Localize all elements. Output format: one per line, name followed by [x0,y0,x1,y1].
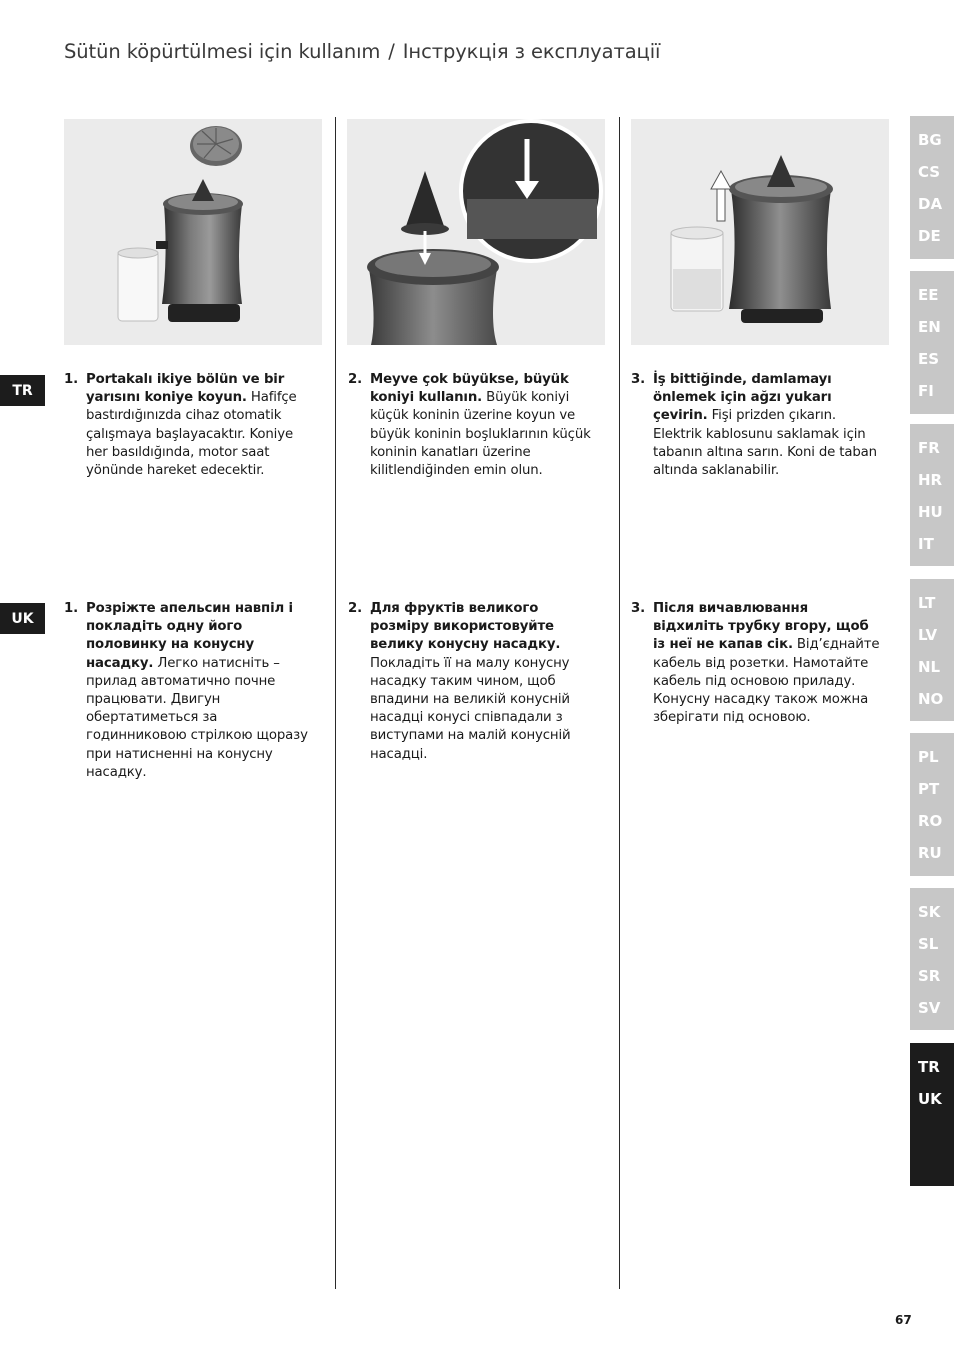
step1-image [64,119,322,345]
step-text: Легко натисніть – прилад автоматично почне працювати. Двигун обертатиметься за годинниковою стрілкою щоразу при натисненні на конусну насадку. [86,655,308,780]
step-number: 1. [64,372,79,387]
step-text: Büyük koniyi küçük koninin üzerine koyun ve büyük koninin boşluklarının küçük koninin kanatları üzerine kilitlendiğinden emin olun. [370,390,591,479]
language-tab-lv[interactable]: LV [918,626,938,644]
step-tr-1 [64,371,316,480]
language-tab-sl[interactable]: SL [918,935,939,953]
side-tab-tr: TR [0,375,45,406]
step3-image [631,119,889,345]
step-lead: İş bittiğinde, damlamayı önlemek için ağzı yukarı çevirin. [653,372,832,424]
step-number: 3. [631,372,646,387]
language-tab-fr[interactable]: FR [918,439,940,457]
page-title [64,40,660,63]
step-tr-2 [348,371,600,480]
language-tab-de[interactable]: DE [918,227,941,245]
step-lead: Розріжте апельсин навпіл і покладіть одну його половинку на конусну насадку. [86,601,293,671]
language-group-1 [910,116,954,259]
language-tab-no[interactable]: NO [918,690,944,708]
step-lead: Після вичавлювання відхиліть трубку вгору, щоб із неї не капав сік. [653,601,869,653]
language-tab-sk[interactable]: SK [918,903,941,921]
language-tab-sr[interactable]: SR [918,967,941,985]
language-tab-es[interactable]: ES [918,350,940,368]
step2-image [347,119,605,345]
language-tab-ro[interactable]: RO [918,812,943,830]
step-number: 2. [348,372,363,387]
step-number: 3. [631,601,646,616]
language-tab-da[interactable]: DA [918,195,943,213]
language-tab-it[interactable]: IT [918,535,934,553]
title-uk: Інструкція з експлуатації [402,40,661,63]
step-lead: Для фруктів великого розміру використовуйте велику конусну насадку. [370,601,561,653]
language-tab-ee[interactable]: EE [918,286,939,304]
language-tab-nl[interactable]: NL [918,658,941,676]
language-tab-pt[interactable]: PT [918,780,940,798]
language-group-5 [910,733,954,876]
language-group-active [910,1043,954,1186]
step-lead: Meyve çok büyükse, büyük koniyi kullanın. [370,372,569,406]
step-uk-3 [631,600,883,727]
step-text: Покладіть її на малу конусну насадку таким чином, щоб впадини на великій конусній насадці конусі співпадали з виступами на малій конусній насадці. [370,655,571,762]
language-tab-uk[interactable]: UK [918,1090,942,1108]
language-tab-sv[interactable]: SV [918,999,941,1017]
step-text: Fişi prizden çıkarın. Elektrik kablosunu saklamak için tabanın altına sarın. Koni de taban altında saklanabilir. [653,408,877,479]
step-lead: Portakalı ikiye bölün ve bir yarısını koniye koyun. [86,372,285,406]
language-tab-cs[interactable]: CS [918,163,941,181]
title-separator: / [388,40,395,63]
step-uk-1 [64,600,316,782]
language-tab-fi[interactable]: FI [918,382,934,400]
step-number: 2. [348,601,363,616]
language-tab-hr[interactable]: HR [918,471,943,489]
language-group-6 [910,888,954,1030]
language-tab-bg[interactable]: BG [918,131,942,149]
step-text: Hafifçe bastırdığınızda cihaz otomatik çalışmaya başlayacaktır. Koniye her basıldığında, motor saat yönünde hareket edecektir. [86,390,297,479]
language-group-4 [910,579,954,721]
column-divider-2 [619,117,620,1289]
step-uk-2 [348,600,600,764]
language-tab-ru[interactable]: RU [918,844,942,862]
language-tab-en[interactable]: EN [918,318,941,336]
language-group-2 [910,271,954,414]
title-tr: Sütün köpürtülmesi için kullanım [64,40,381,63]
language-tab-lt[interactable]: LT [918,594,936,612]
step-number: 1. [64,601,79,616]
side-tab-uk: UK [0,603,45,634]
language-tab-tr[interactable]: TR [918,1058,940,1076]
page-number: 67 [895,1313,912,1327]
step-text: Від’єднайте кабель від розетки. Намотайте кабель під основою приладу. Конусну насадку також можна зберігати під основою. [653,637,880,726]
language-tab-hu[interactable]: HU [918,503,943,521]
column-divider-1 [335,117,336,1289]
language-group-3 [910,424,954,566]
step-tr-3 [631,371,883,480]
language-tab-pl[interactable]: PL [918,748,939,766]
